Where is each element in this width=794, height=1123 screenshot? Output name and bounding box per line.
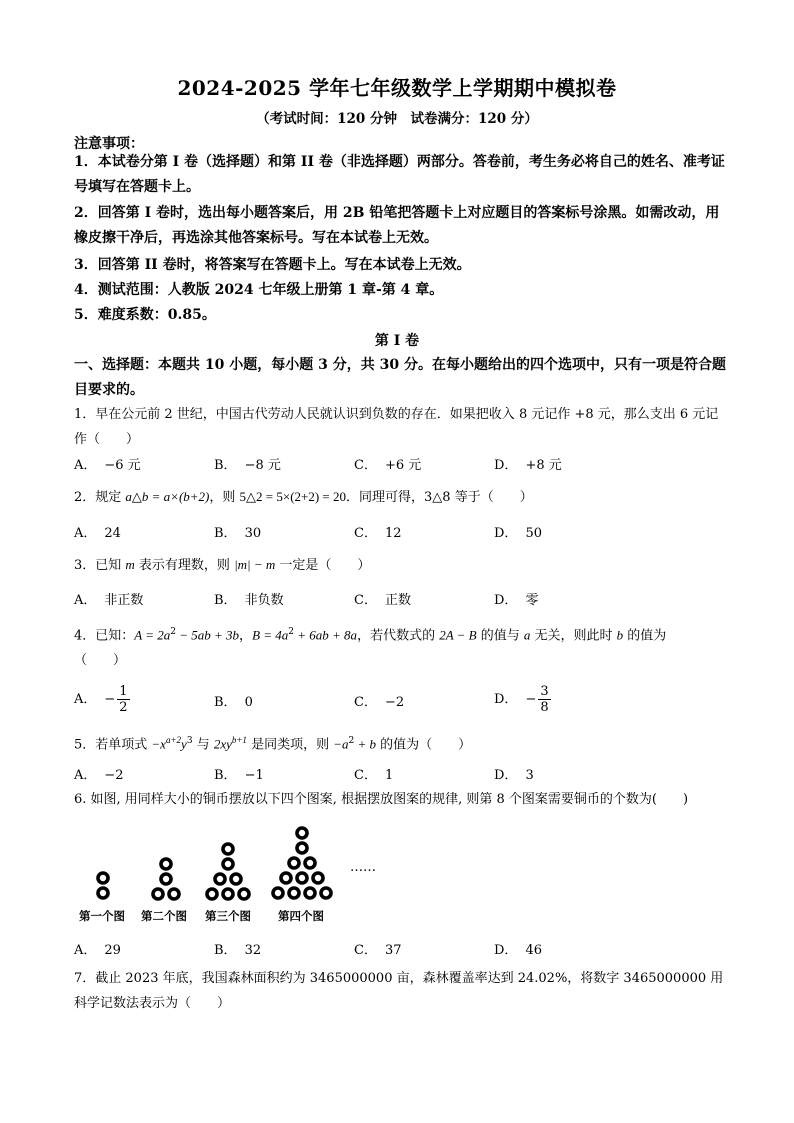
note-3: 3．回答第 II 卷时，将答案写在答题卡上。写在本试卷上无效。: [74, 257, 471, 273]
option-c: C． 12: [354, 526, 402, 541]
formula: |m| − m: [234, 557, 276, 572]
coin-pattern-figure: [74, 825, 394, 930]
figure-label-4: 第四个图: [278, 909, 324, 923]
option-d: D． 3: [494, 768, 534, 783]
figure-label-3: 第三个图: [205, 909, 251, 923]
question-5: 5．若单项式 $-x^{a+2}y^3$ 与 $2xy^{b+1}$ 是同类项，则 $-a^2 + b$ 的值为（ ）: [74, 735, 472, 753]
option-d: D． − $\frac{3}{8}$: [494, 684, 549, 715]
option-d: D． 零: [494, 593, 539, 608]
option-b: B． −1: [214, 768, 264, 783]
note-2: 2．回答第 I 卷时，选出每小题答案后，用 2B 铅笔把答题卡上对应题目的答案标号涂黑。如需改动，用橡皮擦干净后，再选涂其他答案标号。写在本试卷上无效。: [74, 205, 720, 246]
exam-title: 2024-2025 学年七年级数学上学期期中模拟卷: [177, 76, 617, 100]
option-d: D． +8 元: [494, 458, 562, 473]
question-7: 7．截止 2023 年底，我国森林面积约为 3465000000 亩，森林覆盖率达到 24.02%，将数字 3465000000 用科学记数法表示为（ ）: [74, 971, 724, 1011]
formula: 5△2 = 5×(2+2) = 20: [239, 489, 347, 504]
section-description: 一、选择题：本题共 10 小题，每小题 3 分，共 30 分。在每小题给出的四个选项中，只有一项是符合题目要求的。: [74, 357, 726, 398]
formula: a△b = a×(b+2): [125, 489, 210, 504]
option-a: A． 24: [74, 526, 121, 541]
question-4-options: [74, 680, 734, 720]
note-1: 1．本试卷分第 I 卷（选择题）和第 II 卷（非选择题）两部分。答卷前，考生务必将自己的姓名、准考证号填写在答题卡上。: [74, 154, 725, 195]
question-1: 1．早在公元前 2 世纪，中国古代劳动人民就认识到负数的存在．如果把收入 8 元记作 +8 元，那么支出 6 元记作（ ）: [74, 407, 719, 447]
question-2: 2．规定 a△b = a×(b+2)，则 5△2 = 5×(2+2) = 20．同理可得，3△8 等于（ ）: [74, 489, 533, 505]
question-3-options: [74, 589, 734, 611]
fraction: $\frac{1}{2}$: [119, 684, 128, 715]
option-d: D． 46: [494, 943, 542, 958]
option-c: C． +6 元: [354, 458, 422, 473]
notes-heading: 注意事项：: [74, 136, 144, 152]
question-5-options: [74, 764, 734, 786]
exam-subtitle: （考试时间：120 分钟 试卷满分：120 分）: [256, 111, 538, 127]
fraction: $\frac{3}{8}$: [540, 684, 549, 715]
figure-label-1: 第一个图: [79, 909, 125, 923]
option-a: A． −6 元: [74, 458, 141, 473]
option-c: C． 正数: [354, 593, 411, 608]
option-b: B． 32: [214, 943, 262, 958]
note-5: 5．难度系数：0.85。: [74, 307, 216, 323]
option-a: A． − $\frac{1}{2}$: [74, 684, 128, 715]
question-4: 4．已知：$A = 2a^2 - 5ab + 3b$，$B = 4a^2 + 6ab + 8a$，若代数式的 2A − B 的值与 a 无关，则此时 b 的值为 （ ）: [74, 627, 667, 669]
option-a: A． 非正数: [74, 593, 144, 608]
question-6: 6. 如图, 用同样大小的铜币摆放以下四个图案, 根据摆放图案的规律, 则第 8 个图案需要铜币的个数为( ): [74, 792, 689, 807]
figure-label-2: 第二个图: [141, 909, 187, 923]
option-b: B． 30: [214, 526, 262, 541]
option-d: D． 50: [494, 526, 542, 541]
option-b: B． −8 元: [214, 458, 281, 473]
option-b: B． 0: [214, 695, 253, 710]
question-3: 3．已知 m 表示有理数，则 |m| − m 一定是（ ）: [74, 557, 371, 573]
section-title: 第 I 卷: [374, 333, 420, 349]
option-c: C． −2: [354, 695, 405, 710]
option-b: B． 非负数: [214, 593, 284, 608]
option-a: A． −2: [74, 768, 124, 783]
question-6-options: [74, 939, 734, 961]
ellipsis: ……: [350, 860, 376, 875]
question-1-options: [74, 454, 734, 476]
option-c: C． 37: [354, 943, 402, 958]
question-2-options: [74, 522, 734, 544]
option-a: A． 29: [74, 943, 121, 958]
coin-pattern-svg: [74, 825, 394, 930]
option-c: C． 1: [354, 768, 394, 783]
note-4: 4．测试范围：人教版 2024 七年级上册第 1 章-第 4 章。: [74, 282, 444, 298]
